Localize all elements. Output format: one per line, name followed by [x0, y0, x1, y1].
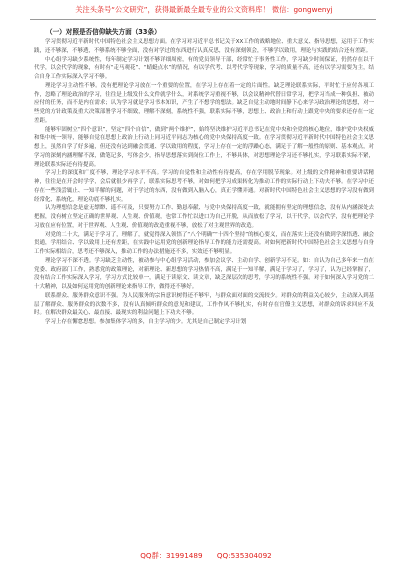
footer-qq-number: QQ:535304092: [216, 551, 272, 560]
paragraph: 对党的二十大，满足于学习了，理解了，就觉得深入领悟了“八个明确”“十四个坚持”的核心要义，而在落实上还没有做到学深悟透、融会贯通，学用结合、学以致用上还有差距，在实践中运用党的创新理论指导工作的能力还需提高。对如何把新时代中国特色社会主义思想与自身工作实际相结合，思考还不够深入，推动工作的办法措施还不多，实效还不够明显。: [34, 231, 374, 255]
paragraph: 学习上存在懈怠思想。参加集体学习的多，自主学习的少。尤其是自己制定学习计划: [45, 319, 247, 325]
paragraph: 能够牢固树立“四个意识”，坚定“四个自信”，做到“两个维护”，始终坚决维护习近平总书记在党中央和全党的核心地位，维护党中央权威和集中统一领导，能够自觉在思想上政治上行动上同习近平同志为核心的党中央保持高度一致。在学习贯彻习近平新时代中国特色社会主义思想上，虽然自学了好多遍，但还没有达到融会贯通、学以致用的程度，学习上存在一定的浮躁心态，满足于了解一般性的原则、基本观点，对学习的深刻内涵理解不深，做笔记多，写体会少，指导思想落实到岗位工作上，不够具体，对思想理论学习还不够扎实，学习联系实际不紧，理论联系实际还有待提高。: [34, 126, 374, 168]
paragraph: 学习贯彻习近平新时代中国特色社会主义思想方面。在学习对习近平总书记关于XX工作的战略地位、重大意义、指导思想，运用于工作实践，还不够深，不够透，不够系统不够全面，没有对学过的东西进行认真反思，没有深刻领会，不够学以致用，理论与实践的结合还有差距。: [34, 39, 374, 54]
paragraph: 认为理想信念是虚无缥缈、遥不可及，只要努力工作、勤恳奉献、与党中央保持高度一致，就能拥有坚定的理想信念，没有从内涵深处去把握，没有树立坚定正确的世界观、人生观、价值观，也常工作忙以进口为自己开脱，从而放松了学习，以干代学，以会代学，没有把理论学习放在应有位置，对于世界观、人生观、价值观的改造重视不够，放松了对主观世界的改造。: [34, 205, 374, 229]
paragraph: 理论学习主动性不够。没有把理论学习放在一个重要的位置，在学习上存在着一定的片面性。缺乏理论联系实际，平时忙于应付各项工作，忽略了理论政治的学习，往往是上级发什么文件就学什么，对系统学习重视不够，以会议精神代替日常学习，把学习当成一种负担、被动应付的任务，而不是内在需求；认为学习就是学习书本知识，产生了不想学的想法。缺乏自觉主动地时间静下心来学习政治理论的思想，对一些党的方针政策及重大决策部署学习不细致，理解不深刻，系统性不强，联系实际不够，思想上、政治上和行动上跟党中央的要求还存在一定差距。: [34, 82, 374, 124]
paragraph: 中心组学习缺少系统性，每年制定学习计划不够详细周密，有的党员领导干部，经常忙于事务性工作，学习缺少时间保证，仍然存在以干代学，以会代学的现象，有时有“走马观花”、“蜻蜓点水”的情况，有以学代考、以考代学等现象，学习的质量不高，还有以学习需要为主，结合自身工作实际深入学习不够。: [34, 56, 374, 80]
footer-contact: [96, 551, 316, 561]
document-body: [34, 27, 374, 539]
section-title: （一）对照是否信仰缺失方面（33条）: [46, 28, 161, 36]
paragraph: 联系群众、服务群众意识不强。为人民服务的宗旨意识树得还不够牢，与群众面对面的交流较少。对群众的利益关心较少，主动深入到基层了解群众、服务群众的次数不多，没有认真倾听群众的意见和建议，工作作风不够扎实，有时存在官僚主义思想，对群众的诉求回应不及时。在解决群众最关心、最直接、最现实的利益问题上下功夫不够。: [34, 292, 374, 317]
paragraph: 理论学习不深不透。学习缺乏主动性，被动参与中心组学习活动，参加会议学、主动自学、创新学习不足。如：自认为自己多年来一直在党委、政府部门工作，熟悉党的政策理论，对新理论、新思想的学习热情不高，满足于一知半解，满足于学习了，学习了，认为已经掌握了，没有结合工作实际深入学习，学习方式比较单一，满足于读原文、读文章，缺乏深层次的思考，学习的系统性不强。对于如何深入学习党的二十大精神，以及如何运用党的创新理论来指导工作，做得还不够好。: [34, 257, 374, 290]
paragraph: 学习上的深度和广度不够，理论学习水平不高。学习的自觉性和主动性有待提高，存在学用脱节现象。对上级的文件精神和重要讲话精神，往往是在开会时学学，会后就很少再学了，联系实际思考不够，对如何把学习成果转化为推动工作的实际行动上下功夫不够。在学习中还存在一些浅尝辄止、一知半解的问题，对于学过的东西，没有做到入脑入心，真正学懂弄通。对新时代中国特色社会主义思想的学习没有做到经常化、系统化，理论功底不够扎实。: [34, 170, 374, 203]
header-banner: 关注头条号“公文研究”，获得最新最全最专业的公文资料库！ 微信：gongwenyj: [75, 5, 333, 14]
header-divider: [30, 19, 376, 20]
footer-qq-group: QQ群：31991489: [140, 551, 203, 560]
